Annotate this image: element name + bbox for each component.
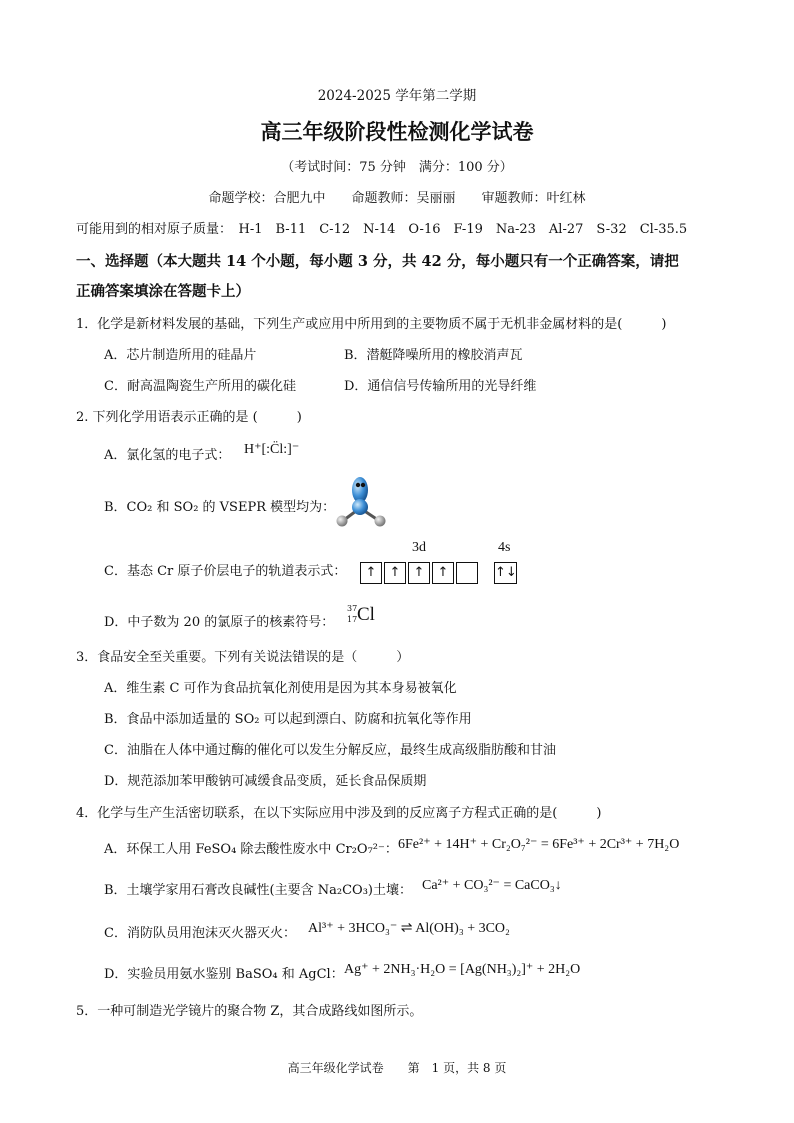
q5-stem: 5．一种可制造光学镜片的聚合物 Z，其合成路线如图所示。 bbox=[76, 1004, 423, 1019]
section-heading-line2: 正确答案填涂在答题卡上） bbox=[76, 283, 250, 300]
q1-option-c: C．耐高温陶瓷生产所用的碳化硅 bbox=[104, 379, 296, 394]
page-footer: 高三年级化学试卷 第 1 页，共 8 页 bbox=[287, 1061, 507, 1075]
q4-stem: 4．化学与生产生活密切联系，在以下实际应用中涉及到的反应离子方程式正确的是( ) bbox=[76, 806, 602, 821]
orbital-box-3d-5 bbox=[456, 562, 478, 584]
q2-option-d-label: D．中子数为 20 的氯原子的核素符号： bbox=[104, 615, 335, 630]
section-heading-line1: 一、选择题（本大题共 14 个小题，每小题 3 分，共 42 分，每小题只有一个正确答案，请把 bbox=[76, 253, 679, 270]
q4-option-b-label: B．土壤学家用石膏改良碱性(主要含 Na₂CO₃)土壤： bbox=[104, 883, 412, 898]
nuclide-atomic-number: 17 bbox=[347, 615, 358, 624]
q2-option-b-label: B．CO₂ 和 SO₂ 的 VSEPR 模型均为： bbox=[104, 500, 336, 515]
q3-stem: 3．食品安全至关重要。下列有关说法错误的是（ ） bbox=[76, 650, 410, 665]
orbital-box-4s: ↑↓ bbox=[494, 562, 517, 584]
orbital-3d-label: 3d bbox=[412, 540, 426, 555]
q2-option-c-label: C．基态 Cr 原子价层电子的轨道表示式： bbox=[104, 564, 347, 579]
nuclide-mass-number: 37 bbox=[347, 604, 358, 613]
q1-option-a: A．芯片制造所用的硅晶片 bbox=[104, 348, 257, 363]
q3-option-c: C．油脂在人体中通过酶的催化可以发生分解反应，最终生成高级脂肪酸和甘油 bbox=[104, 743, 556, 758]
q2-stem: 2. 下列化学用语表示正确的是 ( ) bbox=[76, 410, 302, 425]
term-label: 2024-2025 学年第二学期 bbox=[317, 88, 477, 104]
q1-stem: 1．化学是新材料发展的基础，下列生产或应用中所用到的主要物质不属于无机非金属材料的是( ) bbox=[76, 317, 667, 332]
authors-line: 命题学校：合肥九中 命题教师：吴丽丽 审题教师：叶红林 bbox=[208, 191, 586, 206]
orbital-box-3d-4: ↑ bbox=[432, 562, 454, 584]
q2-option-a-label: A．氯化氢的电子式： bbox=[104, 448, 231, 463]
q4-option-c-equation: Al³⁺ + 3HCO₃⁻ ⇌ Al(OH)₃ + 3CO₂ bbox=[308, 921, 510, 936]
exam-info: （考试时间：75 分钟 满分：100 分） bbox=[281, 160, 513, 175]
q3-option-d: D．规范添加苯甲酸钠可减缓食品变质，延长食品保质期 bbox=[104, 774, 427, 789]
q2-option-a-formula: H⁺[:C̈l:]⁻ bbox=[244, 442, 300, 457]
orbital-box-3d-1: ↑ bbox=[360, 562, 382, 584]
exam-title: 高三年级阶段性检测化学试卷 bbox=[260, 119, 534, 144]
q4-option-a-equation: 6Fe²⁺ + 14H⁺ + Cr₂O₇²⁻ = 6Fe³⁺ + 2Cr³⁺ + 7H₂O bbox=[398, 837, 680, 852]
q3-option-a: A．维生素 C 可作为食品抗氧化剂使用是因为其本身易被氧化 bbox=[104, 681, 457, 696]
orbital-box-3d-2: ↑ bbox=[384, 562, 406, 584]
q4-option-a-label: A．环保工人用 FeSO₄ 除去酸性废水中 Cr₂O₇²⁻： bbox=[104, 842, 398, 857]
q4-option-c-label: C．消防队员用泡沫灭火器灭火： bbox=[104, 926, 296, 941]
q3-option-b: B．食品中添加适量的 SO₂ 可以起到漂白、防腐和抗氧化等作用 bbox=[104, 712, 472, 727]
orbital-box-3d-3: ↑ bbox=[408, 562, 430, 584]
vsepr-model-image bbox=[330, 474, 394, 532]
q1-option-d: D．通信信号传输所用的光导纤维 bbox=[344, 379, 537, 394]
orbital-4s-label: 4s bbox=[498, 540, 511, 555]
atomic-masses-line: 可能用到的相对原子质量： H-1 B-11 C-12 N-14 O-16 F-19 Na-23 Al-27 S-32 Cl-35.5 bbox=[76, 222, 688, 237]
q1-option-b: B．潜艇降噪所用的橡胶消声瓦 bbox=[344, 348, 523, 363]
q4-option-d-equation: Ag⁺ + 2NH₃·H₂O = [Ag(NH₃)₂]⁺ + 2H₂O bbox=[344, 962, 581, 977]
q4-option-d-label: D．实验员用氨水鉴别 BaSO₄ 和 AgCl： bbox=[104, 967, 344, 982]
nuclide-symbol bbox=[347, 604, 387, 634]
q4-option-b-equation: Ca²⁺ + CO₃²⁻ = CaCO₃↓ bbox=[422, 878, 562, 893]
nuclide-element: Cl bbox=[357, 604, 375, 625]
